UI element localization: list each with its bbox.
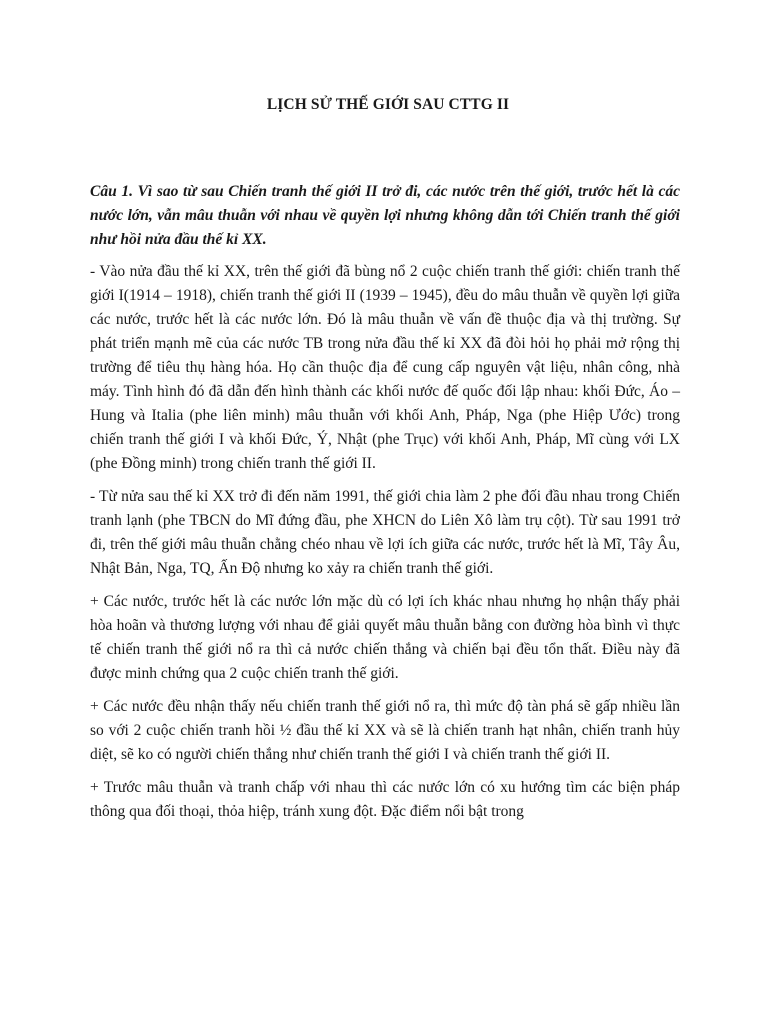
paragraph-3: + Các nước, trước hết là các nước lớn mặc dù có lợi ích khác nhau nhưng họ nhận thấy phải hòa hoãn và thương lượng với nhau để giải quyết mâu thuẫn bằng con đường hòa bình vì thực tế chiến tranh thế giới nổ ra thì cả nước chiến thắng và chiến bại đều tổn thất. Điều này đã được minh chứng qua 2 cuộc chiến tranh thế giới. [90, 593, 680, 682]
paragraph-4: + Các nước đều nhận thấy nếu chiến tranh thế giới nổ ra, thì mức độ tàn phá sẽ gấp nhiều lần so với 2 cuộc chiến tranh hồi ½ đầu thế kỉ XX và sẽ là chiến tranh hạt nhân, chiến tranh hủy diệt, sẽ ko có người chiến thắng như chiến tranh thế giới I và chiến tranh thế giới II. [90, 698, 680, 763]
document-page [90, 96, 680, 833]
paragraph-5: + Trước mâu thuẫn và tranh chấp với nhau thì các nước lớn có xu hướng tìm các biện pháp thông qua đối thoại, thỏa hiệp, tránh xung đột. Đặc điểm nổi bật trong [90, 779, 680, 820]
document-title: LỊCH SỬ THẾ GIỚI SAU CTTG II [266, 96, 510, 113]
paragraph-2: - Từ nửa sau thế kỉ XX trở đi đến năm 1991, thế giới chia làm 2 phe đối đầu nhau trong Chiến tranh lạnh (phe TBCN do Mĩ đứng đầu, phe XHCN do Liên Xô làm trụ cột). Từ sau 1991 trở đi, trên thế giới mâu thuẫn chằng chéo nhau về lợi ích giữa các nước, trước hết là Mĩ, Tây Âu, Nhật Bản, Nga, TQ, Ấn Độ nhưng ko xảy ra chiến tranh thế giới. [90, 488, 680, 577]
paragraph-1: - Vào nửa đầu thế kỉ XX, trên thế giới đã bùng nổ 2 cuộc chiến tranh thế giới: chiến tranh thế giới I(1914 – 1918), chiến tranh thế giới II (1939 – 1945), đều do mâu thuẫn về quyền lợi giữa các nước, trước hết là các nước lớn. Đó là mâu thuẫn về vấn đề thuộc địa và thị trường. Sự phát triển mạnh mẽ của các nước TB trong nửa đầu thế kỉ XX đã đòi hỏi họ phải mở rộng thị trường để tiêu thụ hàng hóa. Họ cần thuộc địa để cung cấp nguyên vật liệu, nhân công, nhà máy. Tình hình đó đã dẫn đến hình thành các khối nước đế quốc đối lập nhau: khối Đức, Áo – Hung và Italia (phe liên minh) mâu thuẫn với khối Anh, Pháp, Nga (phe Hiệp Ước) trong chiến tranh thế giới I và khối Đức, Ý, Nhật (phe Trục) với khối Anh, Pháp, Mĩ cùng với LX (phe Đồng minh) trong chiến tranh thế giới II. [90, 263, 680, 472]
question-heading: Câu 1. Vì sao từ sau Chiến tranh thế giới II trở đi, các nước trên thế giới, trước hết là các nước lớn, vẫn mâu thuẫn với nhau về quyền lợi nhưng không dẫn tới Chiến tranh thế giới như hồi nửa đầu thế kỉ XX. [90, 183, 680, 248]
